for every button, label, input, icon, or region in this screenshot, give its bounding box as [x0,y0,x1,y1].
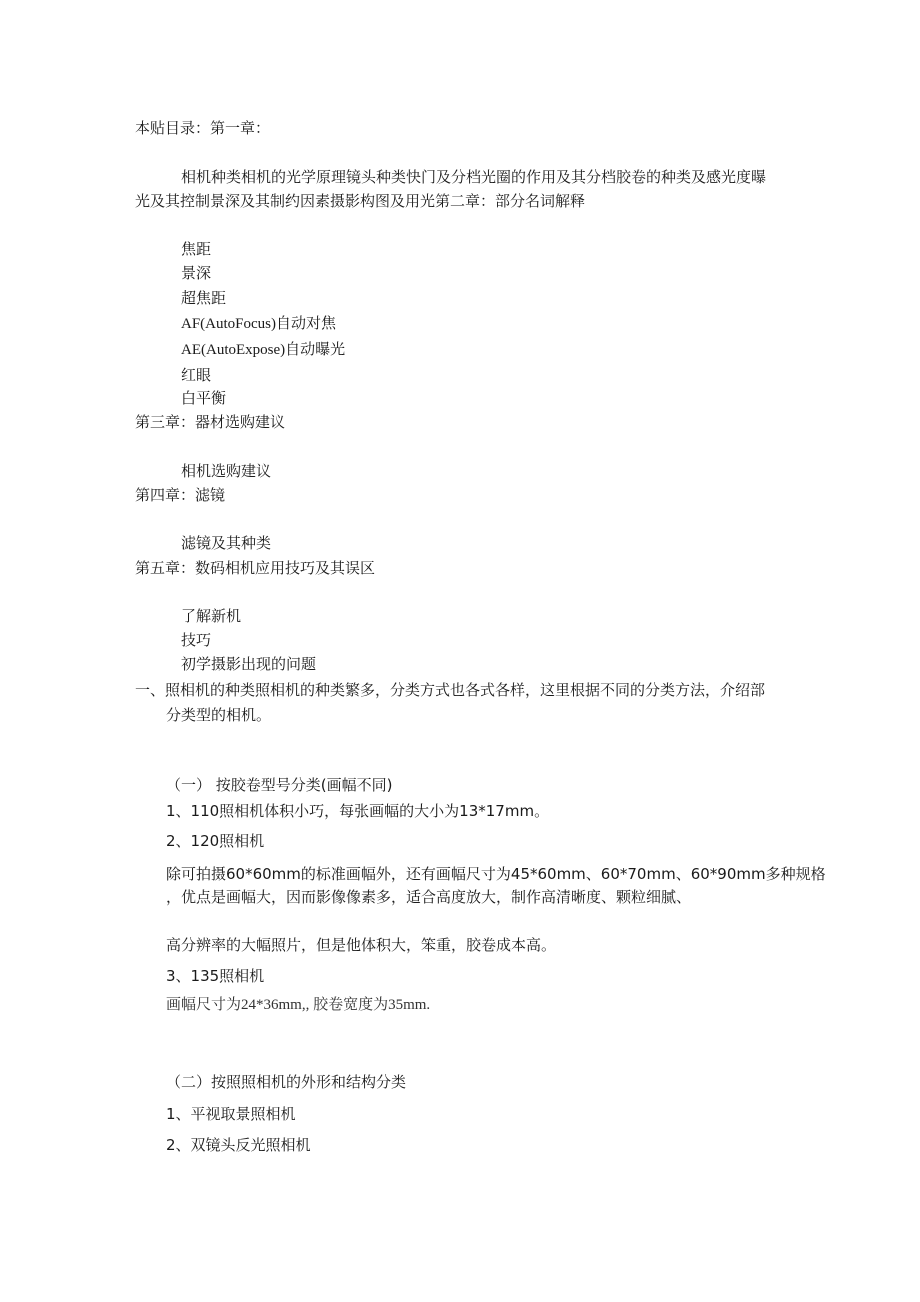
ch5-item-tips: 技巧 [181,631,212,649]
ch4-item: 滤镜及其种类 [181,534,272,552]
ch2-item-hyperfocal: 超焦距 [181,289,227,307]
ch2-item-white-balance: 白平衡 [181,389,227,407]
chapter1-line2: 光及其控制景深及其制约因素摄影构图及用光第二章：部分名词解释 [135,192,586,210]
ch2-item-depth-of-field: 景深 [181,264,212,282]
subsection2-title: （二）按照照相机的外形和结构分类 [166,1073,407,1091]
ch5-item-beginner-problems: 初学摄影出现的问题 [181,655,317,673]
chapter3-title: 第三章：器材选购建议 [135,413,286,431]
ch3-item: 相机选购建议 [181,462,272,480]
chapter1-line1: 相机种类相机的光学原理镜头种类快门及分档光圈的作用及其分档胶卷的种类及感光度曝 [181,168,767,186]
sub1-item-110: 1、110照相机体积小巧，每张画幅的大小为13*17mm。 [166,802,550,820]
sub2-item-viewfinder: 1、平视取景照相机 [166,1105,296,1123]
sub1-item-135: 3、135照相机 [166,967,265,985]
ch2-item-autofocus: AF(AutoFocus)自动对焦 [181,316,337,332]
sub2-item-twin-lens: 2、双镜头反光照相机 [166,1136,311,1154]
sub1-item-120: 2、120照相机 [166,832,265,850]
subsection1-title: （一） 按胶卷型号分类(画幅不同) [166,776,393,794]
sub1-120-para-line1: 除可拍摄60*60mm的标准画幅外，还有画幅尺寸为45*60mm、60*70mm、60*90mm多种规格 [166,865,826,883]
ch2-item-focal-length: 焦距 [181,240,212,258]
chapter5-title: 第五章：数码相机应用技巧及其误区 [135,559,376,577]
ch2-item-red-eye: 红眼 [181,366,212,384]
sub1-135-desc: 画幅尺寸为24*36mm,, 胶卷宽度为35mm. [166,997,431,1013]
section1-line2: 分类型的相机。 [166,706,272,724]
section1-line1: 一、照相机的种类照相机的种类繁多，分类方式也各式各样，这里根据不同的分类方法，介绍部 [135,681,766,699]
sub1-120-para-line2: ，优点是画幅大，因而影像像素多，适合高度放大，制作高清晰度、颗粒细腻、 [166,888,692,906]
sub1-120-para-line3: 高分辨率的大幅照片，但是他体积大，笨重，胶卷成本高。 [166,936,557,954]
chapter4-title: 第四章：滤镜 [135,486,226,504]
ch5-item-new-camera: 了解新机 [181,607,242,625]
toc-heading: 本贴目录：第一章： [135,119,271,137]
ch2-item-autoexpose: AE(AutoExpose)自动曝光 [181,342,346,358]
